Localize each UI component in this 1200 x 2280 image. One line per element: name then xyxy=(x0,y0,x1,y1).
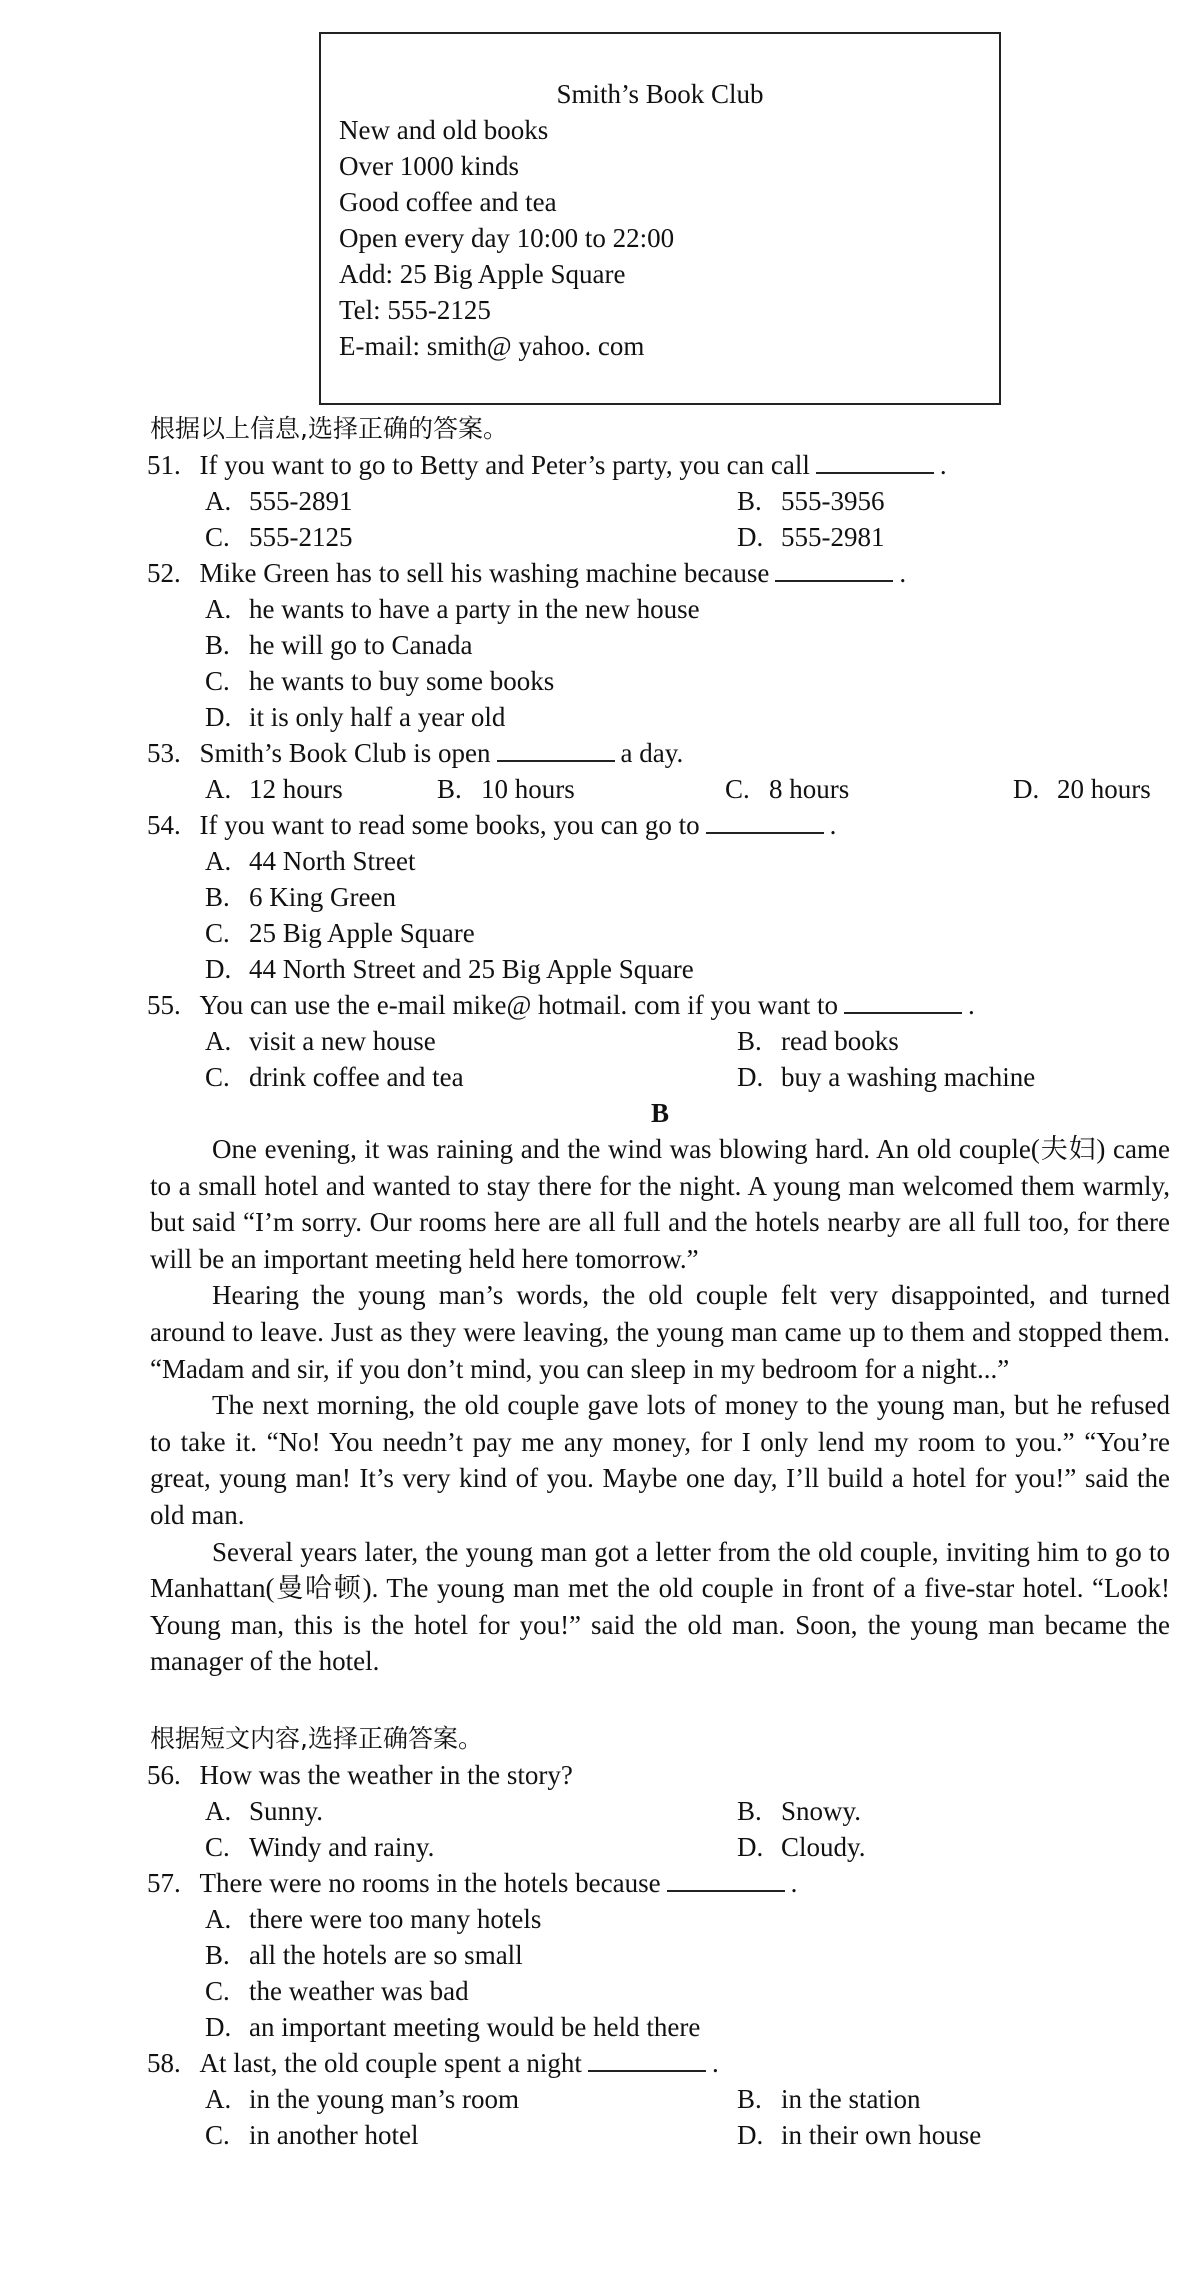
ad-line: Open every day 10:00 to 22:00 xyxy=(339,223,675,253)
option-d: D. in their own house xyxy=(737,2120,982,2150)
question-stem-end: . xyxy=(939,450,947,480)
ad-title: Smith’s Book Club xyxy=(556,79,764,109)
option-c: C. in another hotel xyxy=(205,2120,419,2150)
answer-blank xyxy=(497,738,615,762)
option-a: A. 44 North Street xyxy=(205,846,416,876)
option-a: A. in the young man’s room xyxy=(205,2084,519,2114)
question-stem-end: . xyxy=(829,810,837,840)
question-number: 57. xyxy=(147,1868,181,1898)
option-b: B. 6 King Green xyxy=(205,882,396,912)
question-stem-end: . xyxy=(711,2048,719,2078)
option-b: B. 555-3956 xyxy=(737,486,885,516)
option-a: A. 12 hours xyxy=(205,774,343,804)
option-c: C. 555-2125 xyxy=(205,522,353,552)
option-c: C. he wants to buy some books xyxy=(205,666,555,696)
question-52 xyxy=(147,555,906,591)
question-number: 56. xyxy=(147,1760,181,1790)
answer-blank xyxy=(706,810,824,834)
option-d: D. Cloudy. xyxy=(737,1832,866,1862)
passage-paragraph: Several years later, the young man got a letter from the old couple, inviting him to go to Manhattan(曼哈顿). The young man met the old couple in front of a five-star hotel. “Look! Young man, this is the hotel for you!” said the old man. Soon, the young man became the manager of the hotel. xyxy=(150,1536,1170,1677)
ad-line: New and old books xyxy=(339,115,549,145)
question-number: 53. xyxy=(147,738,181,768)
option-d: D. buy a washing machine xyxy=(737,1062,1036,1092)
option-d: D. an important meeting would be held there xyxy=(205,2012,701,2042)
option-b: B. read books xyxy=(737,1026,899,1056)
question-stem-end: . xyxy=(968,990,975,1020)
passage-paragraph: Hearing the young man’s words, the old couple felt very disappointed, and turned around to leave. Just as they were leaving, the young man came up to them and stopped them. “Madam and sir, if you don’t mind, you can sleep in my bedroom for a night...” xyxy=(150,1280,1170,1384)
question-stem-end: . xyxy=(790,1868,798,1898)
option-a: A. 555-2891 xyxy=(205,486,353,516)
question-55 xyxy=(147,987,975,1023)
answer-blank xyxy=(816,450,934,474)
answer-blank xyxy=(588,2048,706,2072)
question-stem-end: a day. xyxy=(620,738,684,768)
option-d: D. 20 hours xyxy=(1013,774,1151,804)
option-a: A. he wants to have a party in the new house xyxy=(205,594,700,624)
question-stem-end: . xyxy=(899,558,907,588)
option-d: D. 555-2981 xyxy=(737,522,885,552)
question-number: 55. xyxy=(147,990,181,1020)
option-c: C. 8 hours xyxy=(725,774,850,804)
option-a: A. Sunny. xyxy=(205,1796,324,1826)
option-c: C. the weather was bad xyxy=(205,1976,469,2006)
question-number: 52. xyxy=(147,558,181,588)
question-57 xyxy=(147,1865,797,1901)
option-d: D. it is only half a year old xyxy=(205,702,506,732)
passage-paragraph: One evening, it was raining and the wind was blowing hard. An old couple(夫妇) came to a small hotel and wanted to stay there for the night. A young man welcomed them warmly, but said “I’m sorry. Our rooms here are all full and the hotels nearby are all full too, for there will be an important meeting held here tomorrow.” xyxy=(150,1134,1170,1274)
question-stem: At last, the old couple spent a night xyxy=(199,2048,582,2078)
ad-line: Over 1000 kinds xyxy=(339,151,519,181)
question-53 xyxy=(147,735,683,771)
question-number: 54. xyxy=(147,810,181,840)
answer-blank xyxy=(844,990,962,1014)
ad-line: E-mail: smith@ yahoo. com xyxy=(339,331,645,361)
ad-line: Add: 25 Big Apple Square xyxy=(339,259,626,289)
option-a: A. visit a new house xyxy=(205,1026,436,1056)
option-b: B. in the station xyxy=(737,2084,921,2114)
option-c: C. drink coffee and tea xyxy=(205,1062,464,1092)
ad-line: Tel: 555-2125 xyxy=(339,295,491,325)
section-b-instruction: 根据短文内容,选择正确答案。 xyxy=(150,1724,483,1753)
passage xyxy=(150,1131,1170,1680)
section-b-heading: B xyxy=(650,1098,669,1128)
answer-blank xyxy=(667,1868,785,1892)
question-stem: If you want to read some books, you can go to xyxy=(199,810,700,840)
question-stem: If you want to go to Betty and Peter’s party, you can call xyxy=(199,450,810,480)
ad-line: Good coffee and tea xyxy=(339,187,557,217)
option-d: D. 44 North Street and 25 Big Apple Square xyxy=(205,954,694,984)
question-stem: You can use the e-mail mike@ hotmail. com if you want to xyxy=(199,990,839,1020)
question-number: 51. xyxy=(147,450,181,480)
answer-blank xyxy=(775,558,893,582)
option-b: B. he will go to Canada xyxy=(205,630,473,660)
option-b: B. 10 hours xyxy=(437,774,575,804)
option-c: C. 25 Big Apple Square xyxy=(205,918,475,948)
question-54 xyxy=(147,807,836,843)
question-stem: How was the weather in the story? xyxy=(199,1760,573,1790)
option-a: A. there were too many hotels xyxy=(205,1904,542,1934)
option-b: B. all the hotels are so small xyxy=(205,1940,523,1970)
passage-paragraph: The next morning, the old couple gave lots of money to the young man, but he refused to take it. “No! You needn’t pay me any money, for I only lend my room to you.” “You’re great, young man! It’s very kind of you. Maybe one day, I’ll build a hotel for you!” said the old man. xyxy=(150,1390,1170,1530)
option-c: C. Windy and rainy. xyxy=(205,1832,435,1862)
question-number: 58. xyxy=(147,2048,181,2078)
section-a-instruction: 根据以上信息,选择正确的答案。 xyxy=(150,414,508,443)
question-51 xyxy=(147,447,947,483)
question-58 xyxy=(147,2045,719,2081)
question-56 xyxy=(147,1757,573,1793)
question-stem: Smith’s Book Club is open xyxy=(199,738,491,768)
question-stem: There were no rooms in the hotels because xyxy=(199,1868,661,1898)
option-b: B. Snowy. xyxy=(737,1796,862,1826)
question-stem: Mike Green has to sell his washing machine because xyxy=(199,558,770,588)
ad-box xyxy=(319,32,1001,405)
